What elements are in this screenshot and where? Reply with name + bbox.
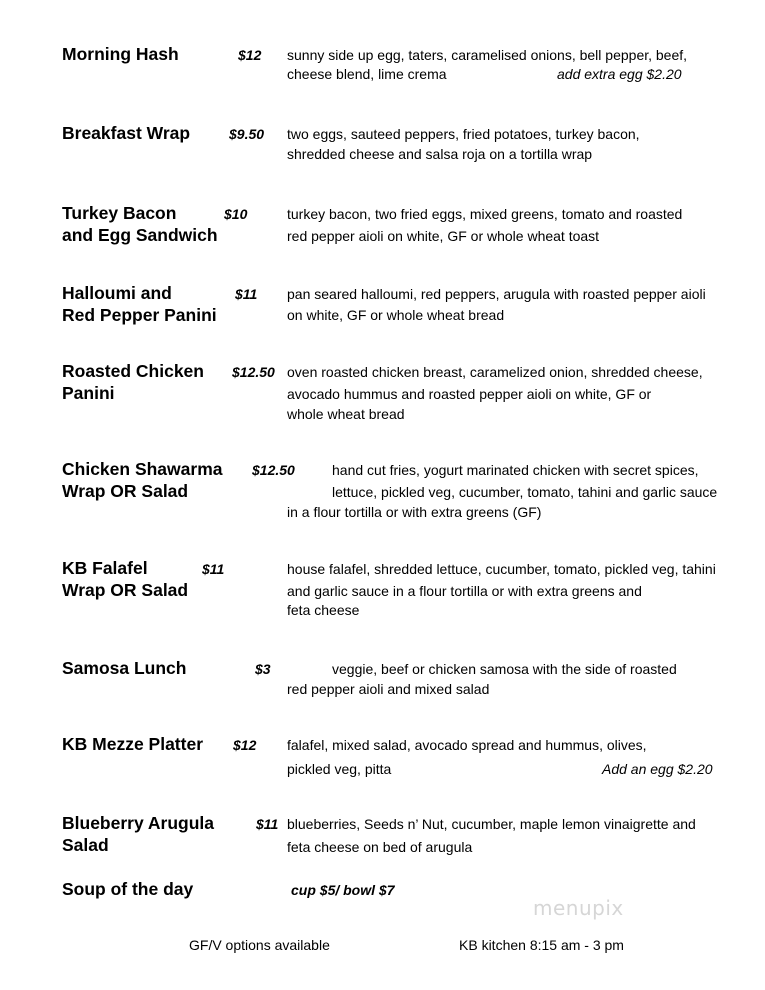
item-name-turkey-bacon-line2: and Egg Sandwich <box>62 225 218 245</box>
item-desc-line: whole wheat bread <box>287 406 405 422</box>
item-price-soup-of-the-day: cup $5/ bowl $7 <box>291 882 395 898</box>
item-price-samosa-lunch: $3 <box>255 661 271 677</box>
item-name-morning-hash: Morning Hash <box>62 44 179 64</box>
item-name-halloumi: Halloumi and <box>62 283 172 303</box>
item-price-roasted-chicken: $12.50 <box>232 364 275 380</box>
watermark-logo: menupix <box>533 896 624 920</box>
item-name-kb-falafel-line2: Wrap OR Salad <box>62 580 189 600</box>
item-desc-line: red pepper aioli and mixed salad <box>287 681 490 697</box>
item-desc-line: house falafel, shredded lettuce, cucumber, tomato, pickled veg, tahini <box>287 561 716 577</box>
item-desc-line: feta cheese on bed of arugula <box>287 839 473 855</box>
item-desc-line: red pepper aioli on white, GF or whole wheat toast <box>287 228 600 244</box>
item-price-halloumi: $11 <box>235 286 258 302</box>
item-desc-line: veggie, beef or chicken samosa with the side of roasted <box>332 661 677 677</box>
item-desc-line: oven roasted chicken breast, caramelized onion, shredded cheese, <box>287 364 703 380</box>
item-price-morning-hash: $12 <box>238 47 262 63</box>
item-desc-line: avocado hummus and roasted pepper aioli on white, GF or <box>287 386 652 402</box>
item-name-kb-falafel: KB Falafel <box>62 558 148 578</box>
item-desc-line: cheese blend, lime crema <box>287 66 447 82</box>
item-desc-line: two eggs, sauteed peppers, fried potatoes, turkey bacon, <box>287 126 640 142</box>
item-name-chicken-shawarma-line2: Wrap OR Salad <box>62 481 189 501</box>
item-desc-line: pickled veg, pitta <box>287 761 392 777</box>
item-name-halloumi-line2: Red Pepper Panini <box>62 305 217 325</box>
item-price-breakfast-wrap: $9.50 <box>229 126 265 142</box>
item-desc-line: lettuce, pickled veg, cucumber, tomato, tahini and garlic sauce <box>332 484 718 500</box>
item-name-samosa-lunch: Samosa Lunch <box>62 658 187 678</box>
item-name-blueberry-arugula: Blueberry Arugula <box>62 813 215 833</box>
item-desc-line: in a flour tortilla or with extra greens (GF) <box>287 504 542 520</box>
item-price-turkey-bacon: $10 <box>224 206 248 222</box>
item-desc-line: blueberries, Seeds n’ Nut, cucumber, maple lemon vinaigrette and <box>287 816 696 832</box>
footer-hours: KB kitchen 8:15 am - 3 pm <box>459 937 624 953</box>
item-desc-line: pan seared halloumi, red peppers, arugula with roasted pepper aioli <box>287 286 706 302</box>
item-desc-line: feta cheese <box>287 602 360 618</box>
item-price-blueberry-arugula: $11 <box>256 816 279 832</box>
item-desc-line: hand cut fries, yogurt marinated chicken with secret spices, <box>332 462 699 478</box>
item-name-roasted-chicken-line2: Panini <box>62 383 115 403</box>
item-desc-line: sunny side up egg, taters, caramelised onions, bell pepper, beef, <box>287 47 688 63</box>
item-price-kb-falafel: $11 <box>202 561 225 577</box>
item-name-blueberry-arugula-line2: Salad <box>62 835 109 855</box>
item-name-roasted-chicken: Roasted Chicken <box>62 361 204 381</box>
item-desc-line: shredded cheese and salsa roja on a tortilla wrap <box>287 146 593 162</box>
item-price-chicken-shawarma: $12.50 <box>252 462 295 478</box>
item-note-extra-egg: add extra egg $2.20 <box>557 66 682 82</box>
item-name-breakfast-wrap: Breakfast Wrap <box>62 123 191 143</box>
item-note-add-egg: Add an egg $2.20 <box>602 761 713 777</box>
item-desc-line: turkey bacon, two fried eggs, mixed greens, tomato and roasted <box>287 206 683 222</box>
item-desc-line: falafel, mixed salad, avocado spread and hummus, olives, <box>287 737 647 753</box>
item-name-soup-of-the-day: Soup of the day <box>62 879 194 899</box>
item-desc-line: and garlic sauce in a flour tortilla or with extra greens and <box>287 583 642 599</box>
item-desc-line: on white, GF or whole wheat bread <box>287 307 505 323</box>
item-price-kb-mezze-platter: $12 <box>233 737 257 753</box>
item-name-chicken-shawarma: Chicken Shawarma <box>62 459 223 479</box>
item-name-kb-mezze-platter: KB Mezze Platter <box>62 734 204 754</box>
item-name-turkey-bacon: Turkey Bacon <box>62 203 177 223</box>
footer-options: GF/V options available <box>189 937 330 953</box>
